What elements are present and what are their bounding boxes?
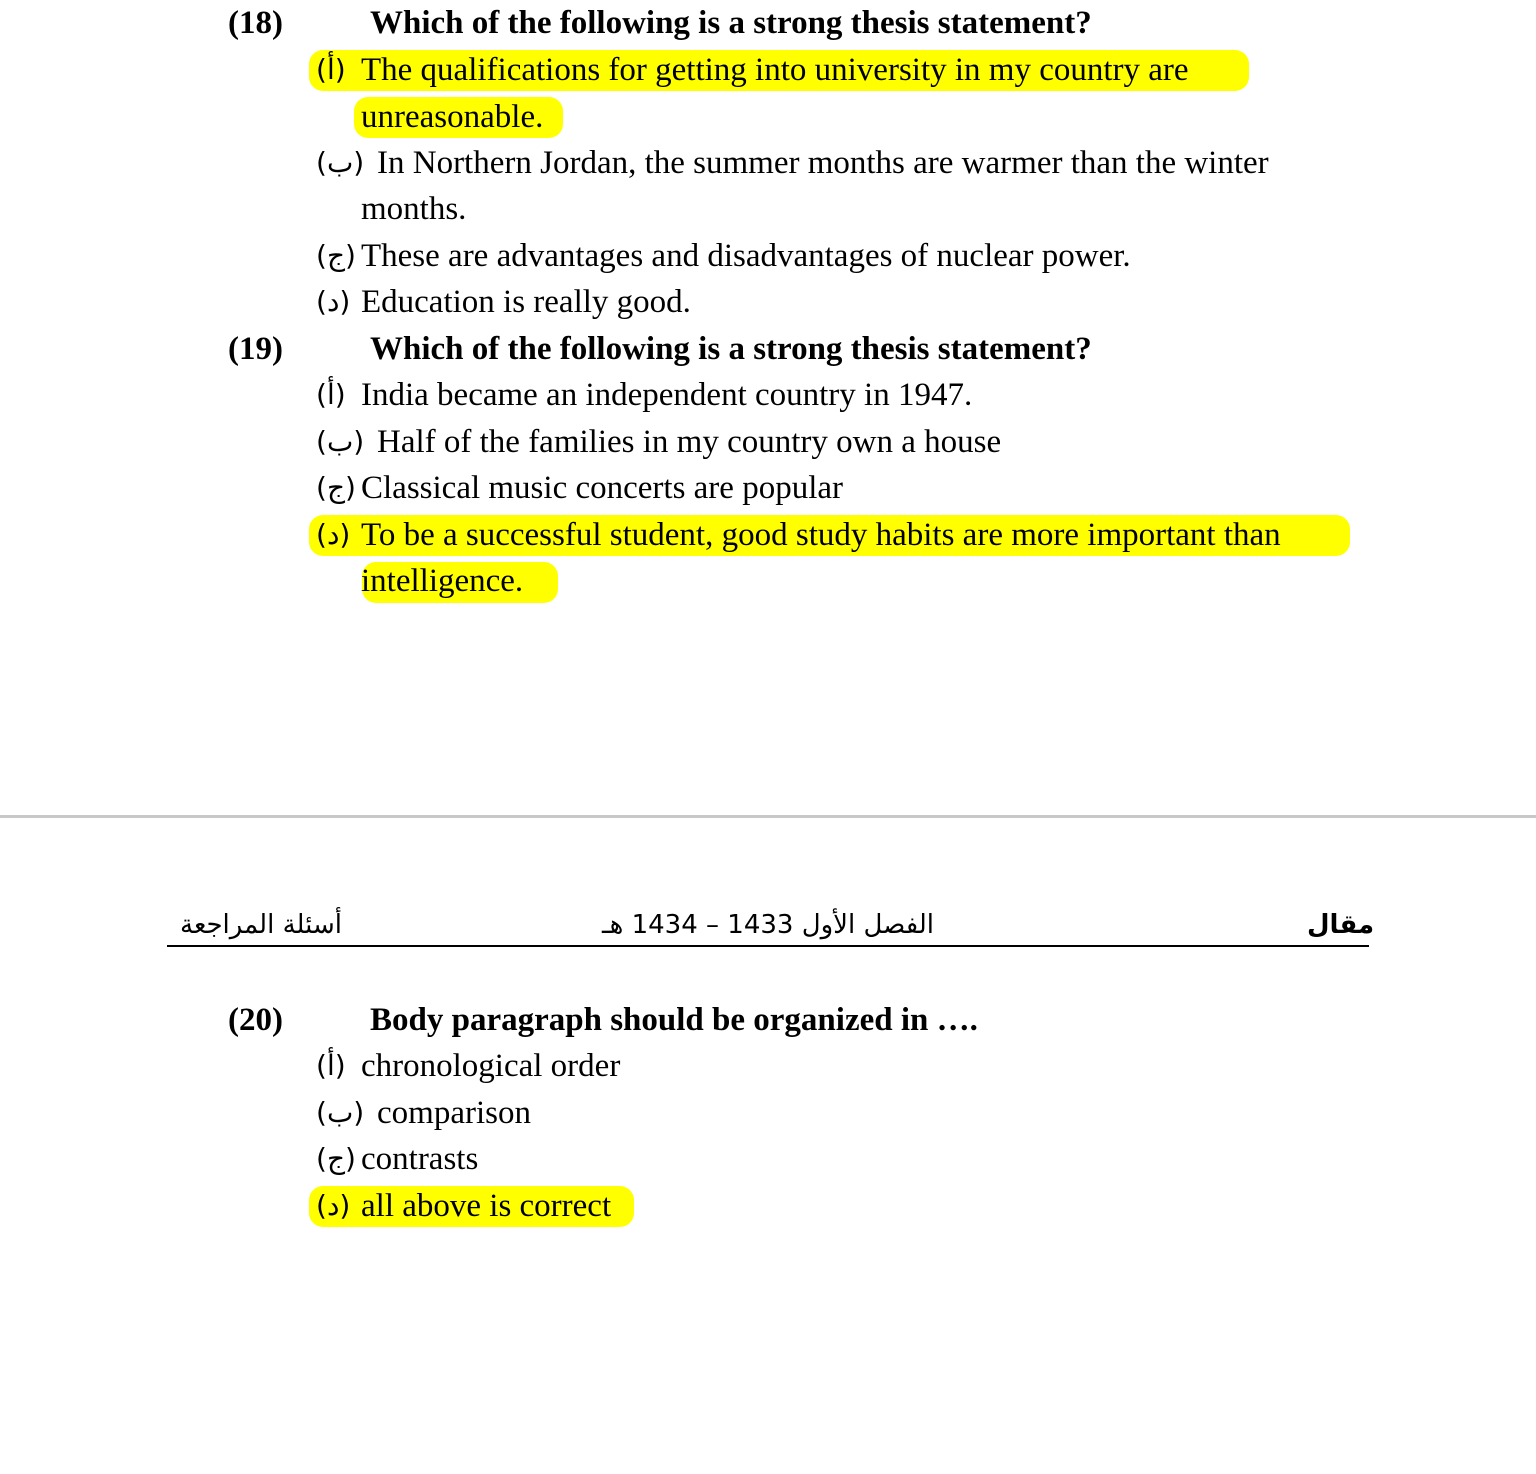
option-label: (ب) [316, 146, 365, 179]
question-number: (18) [228, 5, 283, 41]
option-text: The qualifications for getting into university in my country are [361, 52, 1189, 88]
option-label: (ب) [316, 1096, 365, 1129]
header-center-text: الفصل الأول 1433 – 1434 هـ [602, 910, 935, 940]
option-text: all above is correct [361, 1188, 612, 1224]
header-right-text: مقال [1307, 910, 1375, 940]
option-text: Half of the families in my country own a house [377, 424, 1002, 460]
option-label: (د) [316, 1189, 351, 1222]
option-text: Education is really good. [361, 284, 691, 320]
page-separator [0, 815, 1536, 818]
header-rule [167, 945, 1369, 947]
option-text: These are advantages and disadvantages of nuclear power. [361, 238, 1131, 274]
option-label: (د) [316, 285, 351, 318]
question-number: (19) [228, 331, 283, 367]
option-text-continued: months. [361, 191, 467, 227]
option-text: To be a successful student, good study habits are more important than [361, 517, 1281, 553]
option-label: (ج) [316, 1142, 356, 1175]
header-left-text: أسئلة المراجعة [180, 910, 342, 940]
option-text-continued: unreasonable. [361, 99, 544, 135]
option-label: (ج) [316, 239, 356, 272]
option-label: (ج) [316, 471, 356, 504]
option-text: India became an independent country in 1947. [361, 377, 973, 413]
option-label: (أ) [316, 1049, 346, 1082]
option-label: (أ) [316, 378, 346, 411]
option-label: (د) [316, 518, 351, 551]
option-text-continued: intelligence. [361, 563, 524, 599]
option-text: In Northern Jordan, the summer months are warmer than the winter [377, 145, 1269, 181]
option-text: contrasts [361, 1141, 479, 1177]
option-label: (أ) [316, 53, 346, 86]
question-text: Which of the following is a strong thesis statement? [370, 5, 1092, 41]
question-text: Body paragraph should be organized in …. [370, 1002, 978, 1038]
option-label: (ب) [316, 425, 365, 458]
question-text: Which of the following is a strong thesis statement? [370, 331, 1092, 367]
option-text: comparison [377, 1095, 531, 1131]
question-number: (20) [228, 1002, 283, 1038]
option-text: chronological order [361, 1048, 621, 1084]
option-text: Classical music concerts are popular [361, 470, 843, 506]
